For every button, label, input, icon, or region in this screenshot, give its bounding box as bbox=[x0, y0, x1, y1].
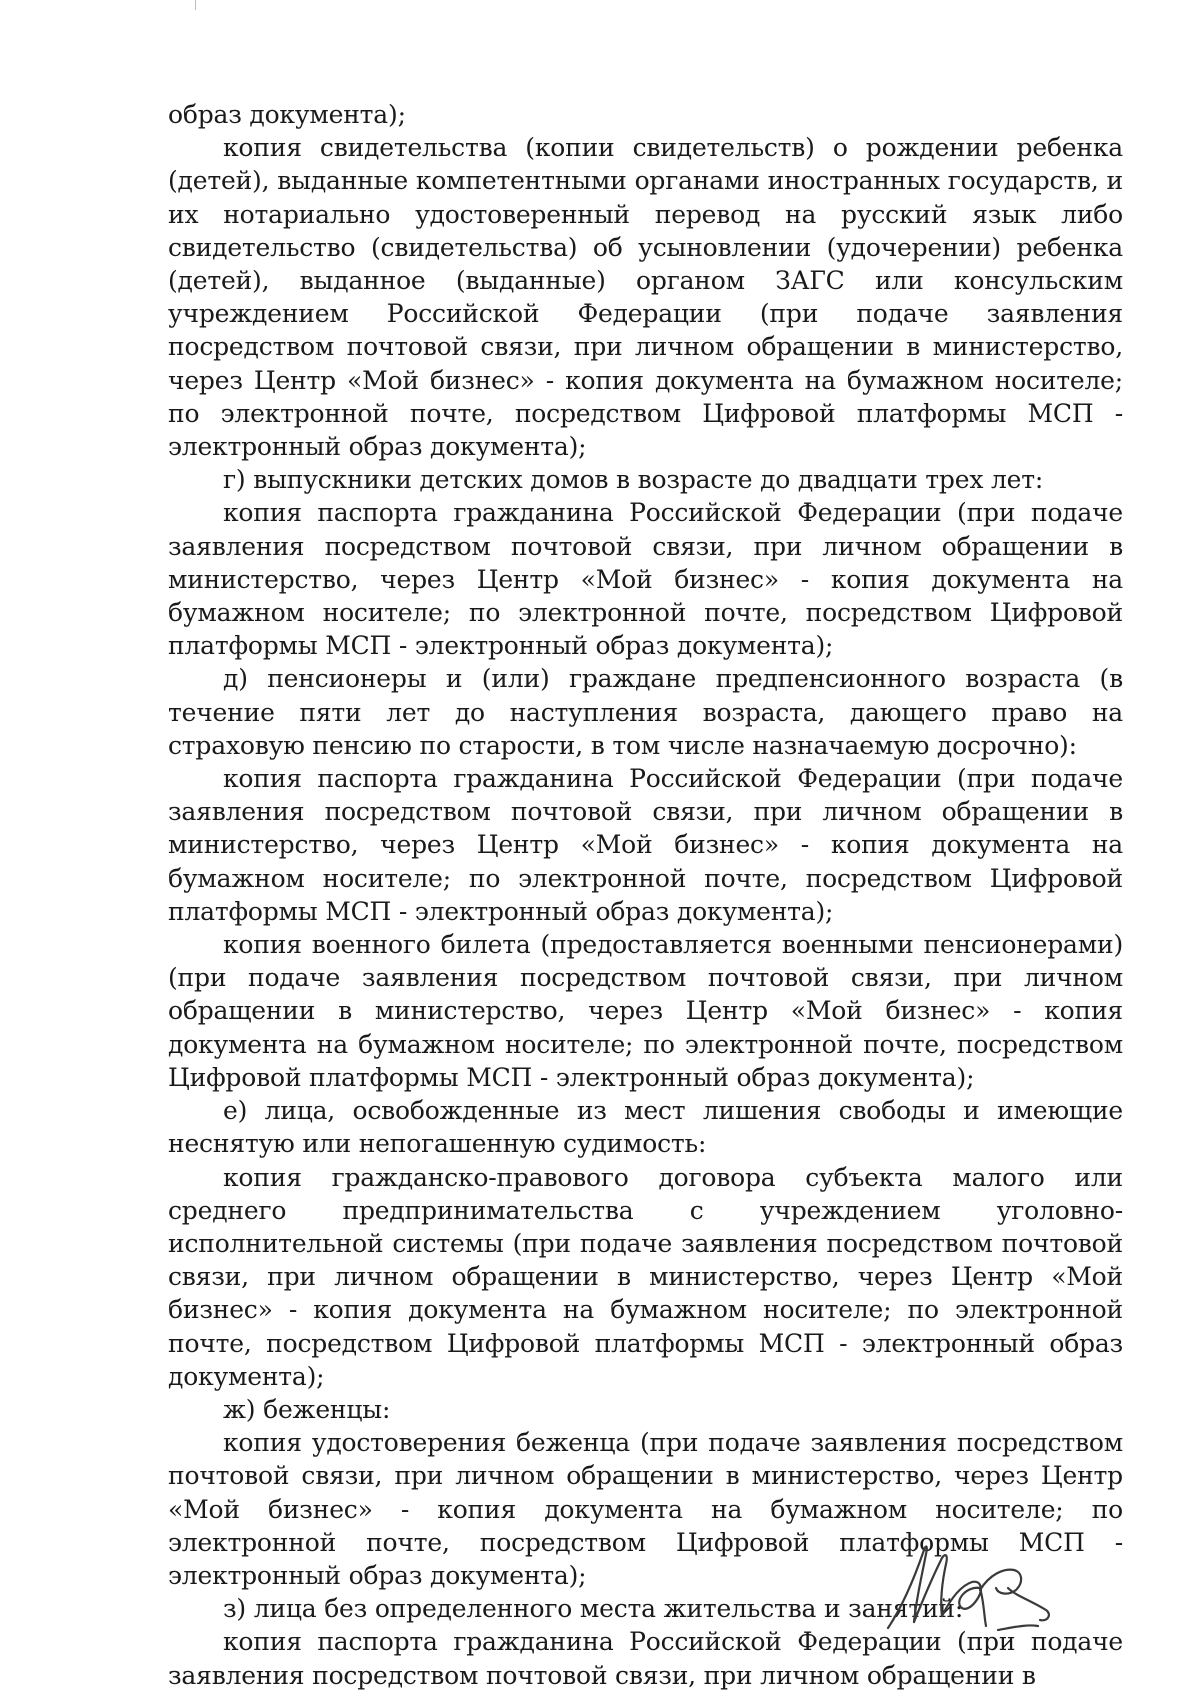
paragraph-refugee-certificate-copy: копия удостоверения беженца (при подаче заявления посредством почтовой связи, при личном обращении в министерство, через Центр «Мой бизнес» - копия документа на бумажном носителе; по электронной почте, посредством Цифровой платформы МСП - электронный образ документа); bbox=[168, 1428, 1123, 1590]
paragraph-passport-copy: копия паспорта гражданина Российской Федерации (при подаче заявления посредством почтовой связи, при личном обращении в министерство, через Центр «Мой бизнес» - копия документа на бумажном носителе; по электронной почте, посредством Цифровой платформы МСП - электронный образ документа); bbox=[168, 764, 1123, 926]
paragraph-passport-copy: копия паспорта гражданина Российской Федерации (при подаче заявления посредством почтовой связи, при личном обращении в министерство, через Центр «Мой бизнес» - копия документа на бумажном носителе; по электронной почте, посредством Цифровой платформы МСП - электронный образ документа); bbox=[168, 498, 1123, 661]
paragraph-military-id-copy: копия военного билета (предоставляется военными пенсионерами) (при подаче заявления посредством почтовой связи, при личном обращении в министерство, через Центр «Мой бизнес» - копия документа на бумажном носителе; по электронной почте, посредством Цифровой платформы МСП - электронный образ документа); bbox=[168, 930, 1123, 1092]
document-body bbox=[168, 98, 1123, 1692]
paragraph-passport-copy: копия паспорта гражданина Российской Федерации (при подаче заявления посредством почтовой связи, при личном обращении в bbox=[168, 1627, 1123, 1690]
paragraph-item-g-orphanage-graduates: г) выпускники детских домов в возрасте до двадцати трех лет: bbox=[223, 465, 1044, 495]
paragraph-continuation: образ документа); bbox=[168, 100, 406, 129]
paragraph-birth-certificate-copy: копия свидетельства (копии свидетельств) о рождении ребенка (детей), выданные компетентными органами иностранных государств, и их нотариально удостоверенный перевод на русский язык либо свидетельство (свидетельства) об усыновлении (удочерении) ребенка (детей), выданное (выданные) органом ЗАГС или консульским учреждением Российской Федерации (при подаче заявления посредством почтовой связи, при личном обращении в министерство, через Центр «Мой бизнес» - копия документа на бумажном носителе; по электронной почте, посредством Цифровой платформы МСП - электронный образ документа); bbox=[168, 133, 1123, 462]
paragraph-item-z-homeless-persons: з) лица без определенного места жительства и занятий: bbox=[223, 1594, 964, 1624]
paragraph-item-zh-refugees: ж) беженцы: bbox=[223, 1394, 391, 1424]
paragraph-civil-contract-copy: копия гражданско-правового договора субъекта малого или среднего предпринимательства с учреждением уголовно-исполнительной системы (при подаче заявления посредством почтовой связи, при личном обращении в министерство, через Центр «Мой бизнес» - копия документа на бумажном носителе; по электронной почте, посредством Цифровой платформы МСП - электронный образ документа); bbox=[168, 1162, 1123, 1391]
scan-edge-mark bbox=[195, 0, 196, 10]
handwritten-signature bbox=[880, 1530, 1060, 1640]
paragraph-item-d-pensioners: д) пенсионеры и (или) граждане предпенсионного возраста (в течение пяти лет до наступления возраста, дающего право на страховую пенсию по старости, в том числе назначаемую досрочно): bbox=[168, 664, 1123, 760]
paragraph-item-e-released-persons: е) лица, освобожденные из мест лишения свободы и имеющие неснятую или непогашенную судимость: bbox=[168, 1096, 1123, 1159]
